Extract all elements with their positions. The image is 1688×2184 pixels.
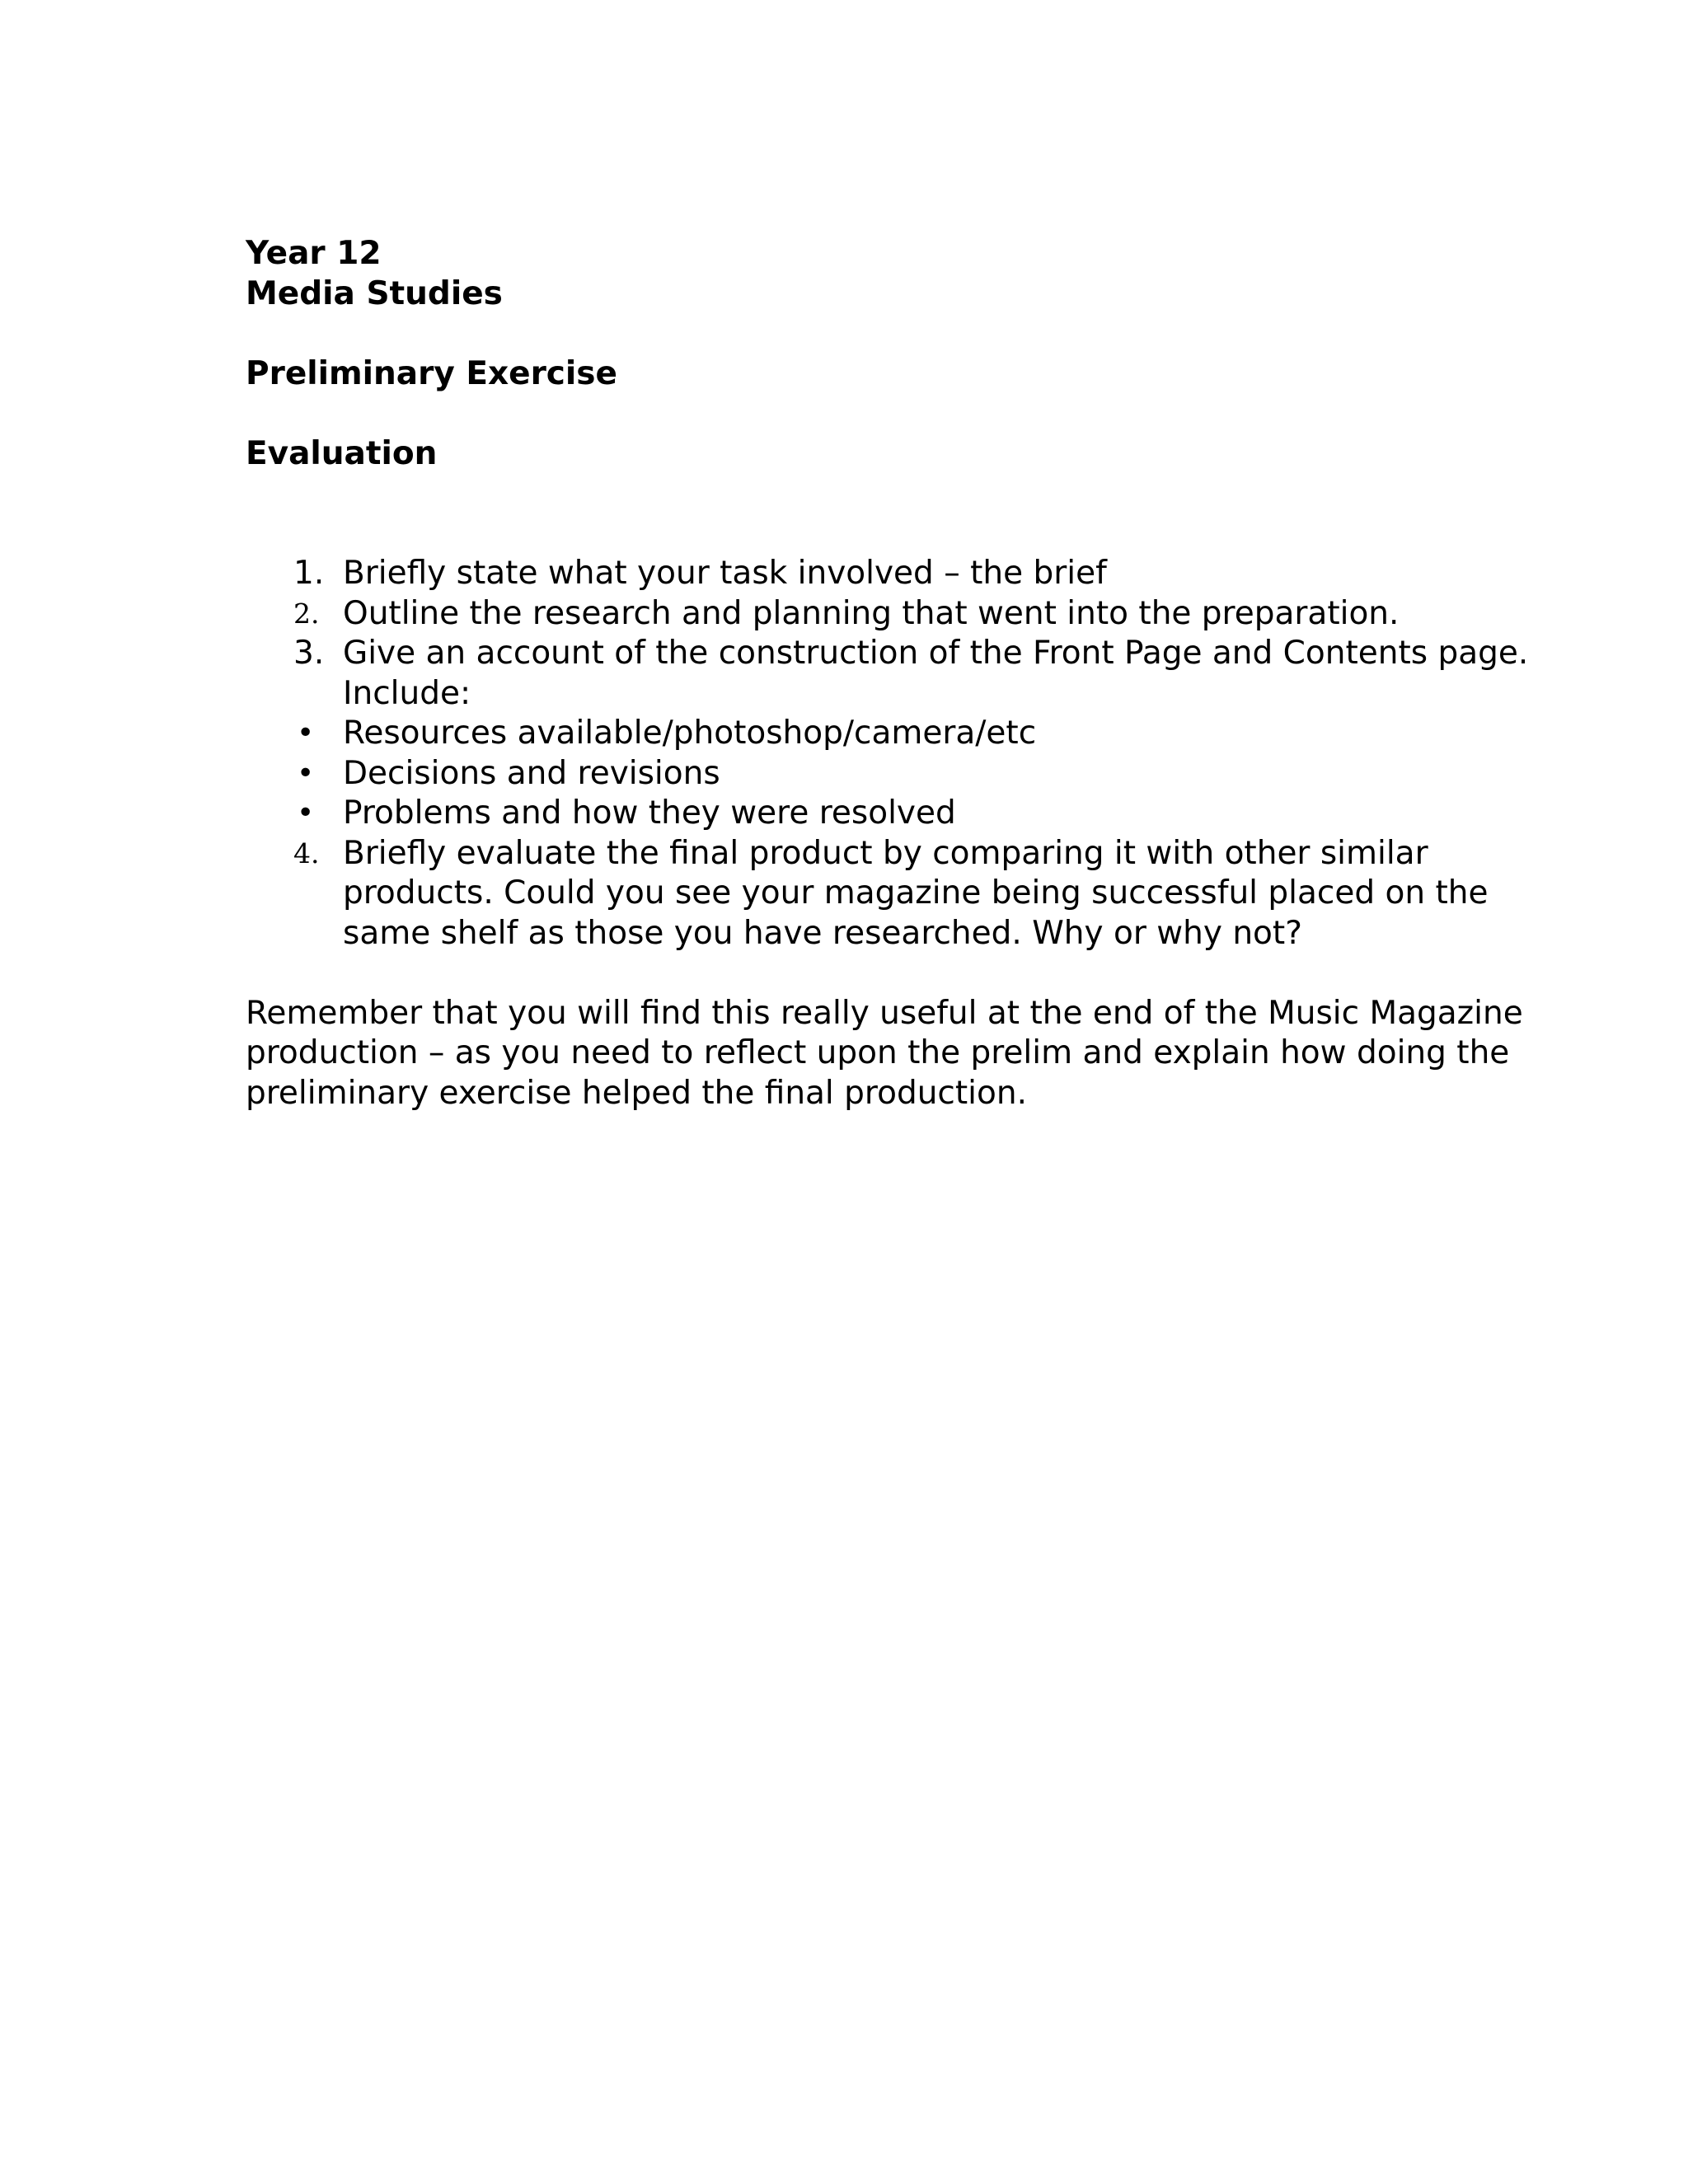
list-marker: 1. (293, 555, 325, 592)
exercise-heading: Preliminary Exercise (246, 354, 617, 392)
list-item-text: Include: (343, 674, 471, 712)
list-marker: 2. (293, 597, 320, 630)
bullet-marker: • (297, 716, 315, 750)
year-heading: Year 12 (246, 235, 382, 272)
list-item-text: Briefly state what your task involved – the brief (343, 555, 1107, 592)
question-list (246, 554, 1529, 954)
bullet-marker: • (297, 756, 315, 790)
list-item-text: Give an account of the construction of the Front Page and Contents page. (343, 635, 1529, 672)
section-heading: Evaluation (246, 434, 438, 472)
spacer (246, 474, 1482, 554)
spacer (246, 394, 1482, 434)
list-item (246, 834, 1489, 954)
list-item-text: Decisions and revisions (343, 754, 720, 792)
list-marker: 4. (293, 837, 320, 869)
list-item (246, 714, 1482, 754)
list-item-text: Problems and how they were resolved (343, 794, 956, 832)
document-content (246, 234, 1529, 1113)
spacer (246, 314, 1482, 354)
list-marker: 3. (293, 635, 325, 672)
list-item-text: products. Could you see your magazine being successful placed on the (343, 874, 1489, 912)
list-item (246, 594, 1482, 635)
list-item (246, 634, 1529, 714)
paragraph-line: preliminary exercise helped the final production. (246, 1074, 1027, 1112)
subject-heading: Media Studies (246, 274, 503, 312)
list-item (246, 794, 1482, 834)
paragraph-line: production – as you need to reflect upon the prelim and explain how doing the (246, 1034, 1510, 1071)
spacer (246, 954, 1482, 994)
list-item-text: Outline the research and planning that went into the preparation. (343, 594, 1400, 632)
list-item-text: Resources available/photoshop/camera/etc (343, 715, 1037, 752)
list-item-text: Briefly evaluate the final product by comparing it with other similar (343, 834, 1428, 872)
list-item-text: same shelf as those you have researched. Why or why not? (343, 914, 1302, 952)
paragraph-line: Remember that you will find this really useful at the end of the Music Magazine (246, 994, 1523, 1032)
list-item (246, 554, 1482, 594)
bullet-marker: • (297, 796, 315, 830)
list-item (246, 754, 1482, 794)
reminder-paragraph (246, 994, 1523, 1114)
